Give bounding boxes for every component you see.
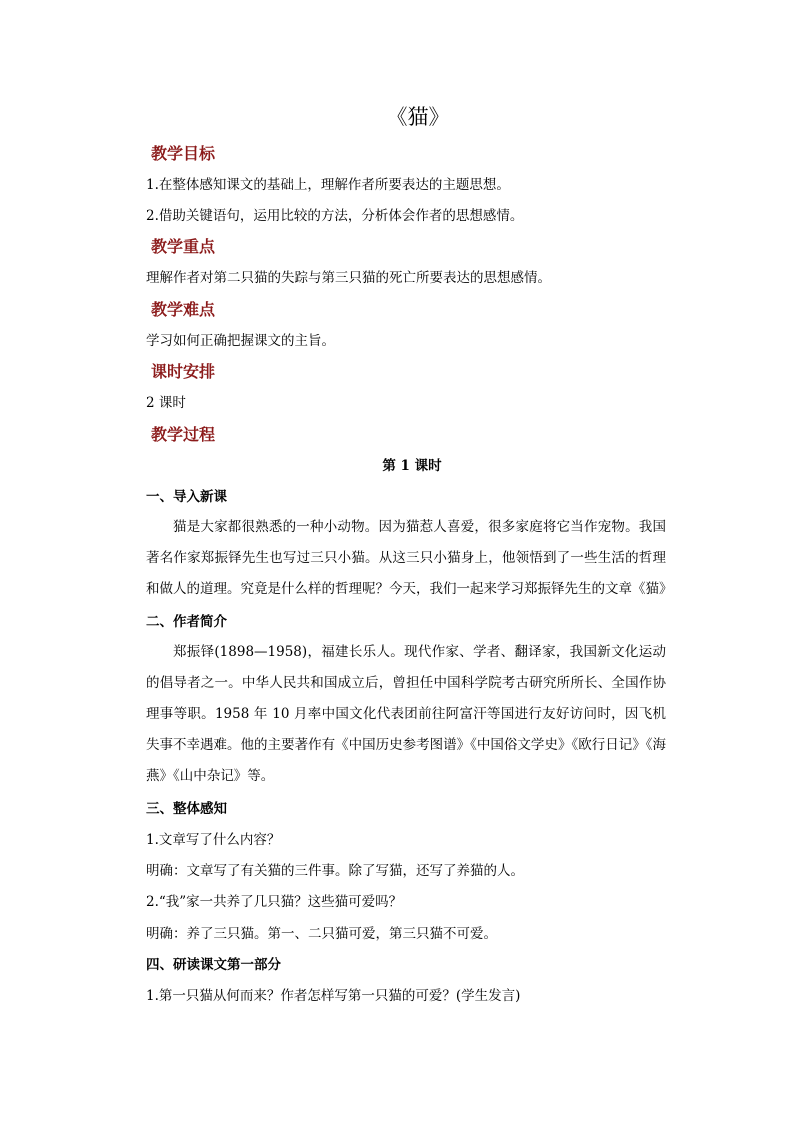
objective-1: 1.在整体感知课文的基础上，理解作者所要表达的主题思想。 xyxy=(146,177,510,193)
difficulties-heading: 教学难点 xyxy=(151,300,216,319)
section-2-paragraph: 郑振铎(1898—1958)，福建长乐人。现代作家、学者、翻译家，我国新文化运动的倡导者之一。中华人民共和国成立后，曾担任中国科学院考古研究所所长、全国作协理事等职。1958 年 10 月率中国文化代表团前往阿富汗等国进行友好访问时，因飞机失事不幸遇难。他的主要著作有《中国历史参考图谱》《中国俗文学史》《欧行日记》《海燕》《山中杂记》等。 xyxy=(146,644,666,784)
section-1-heading: 一、导入新课 xyxy=(146,489,227,505)
lesson-1-label: 第 1 课时 xyxy=(382,458,442,474)
schedule-text: 2 课时 xyxy=(146,395,186,411)
schedule-heading: 课时安排 xyxy=(151,362,216,381)
section-4-heading: 四、研读课文第一部分 xyxy=(146,957,281,973)
section-3-question-2: 2.“我”家一共养了几只猫？这些猫可爱吗？ xyxy=(146,894,403,910)
process-heading: 教学过程 xyxy=(151,425,216,444)
page-title: 《猫》 xyxy=(386,105,450,129)
section-3-answer-2: 明确：养了三只猫。第一、二只猫可爱，第三只猫不可爱。 xyxy=(146,926,497,942)
section-1-paragraph: 猫是大家都很熟悉的一种小动物。因为猫惹人喜爱，很多家庭将它当作宠物。我国著名作家郑振铎先生也写过三只小猫。从这三只小猫身上，他领悟到了一些生活的哲理和做人的道理。究竟是什么样的哲理呢？今天，我们一起来学习郑振铎先生的文章《猫》 xyxy=(146,519,673,597)
section-3-answer-1: 明确：文章写了有关猫的三件事。除了写猫，还写了养猫的人。 xyxy=(146,863,524,879)
section-2-heading: 二、作者简介 xyxy=(146,614,227,630)
objectives-heading: 教学目标 xyxy=(151,144,216,163)
key-points-text: 理解作者对第二只猫的失踪与第三只猫的死亡所要表达的思想感情。 xyxy=(146,270,551,286)
section-3-question-1: 1.文章写了什么内容？ xyxy=(146,832,281,848)
key-points-heading: 教学重点 xyxy=(151,237,216,256)
difficulties-text: 学习如何正确把握课文的主旨。 xyxy=(146,333,335,349)
section-4-question-1: 1.第一只猫从何而来？作者怎样写第一只猫的可爱？(学生发言) xyxy=(146,988,521,1004)
section-3-heading: 三、整体感知 xyxy=(146,801,227,817)
objective-2: 2.借助关键语句，运用比较的方法，分析体会作者的思想感情。 xyxy=(146,208,524,224)
